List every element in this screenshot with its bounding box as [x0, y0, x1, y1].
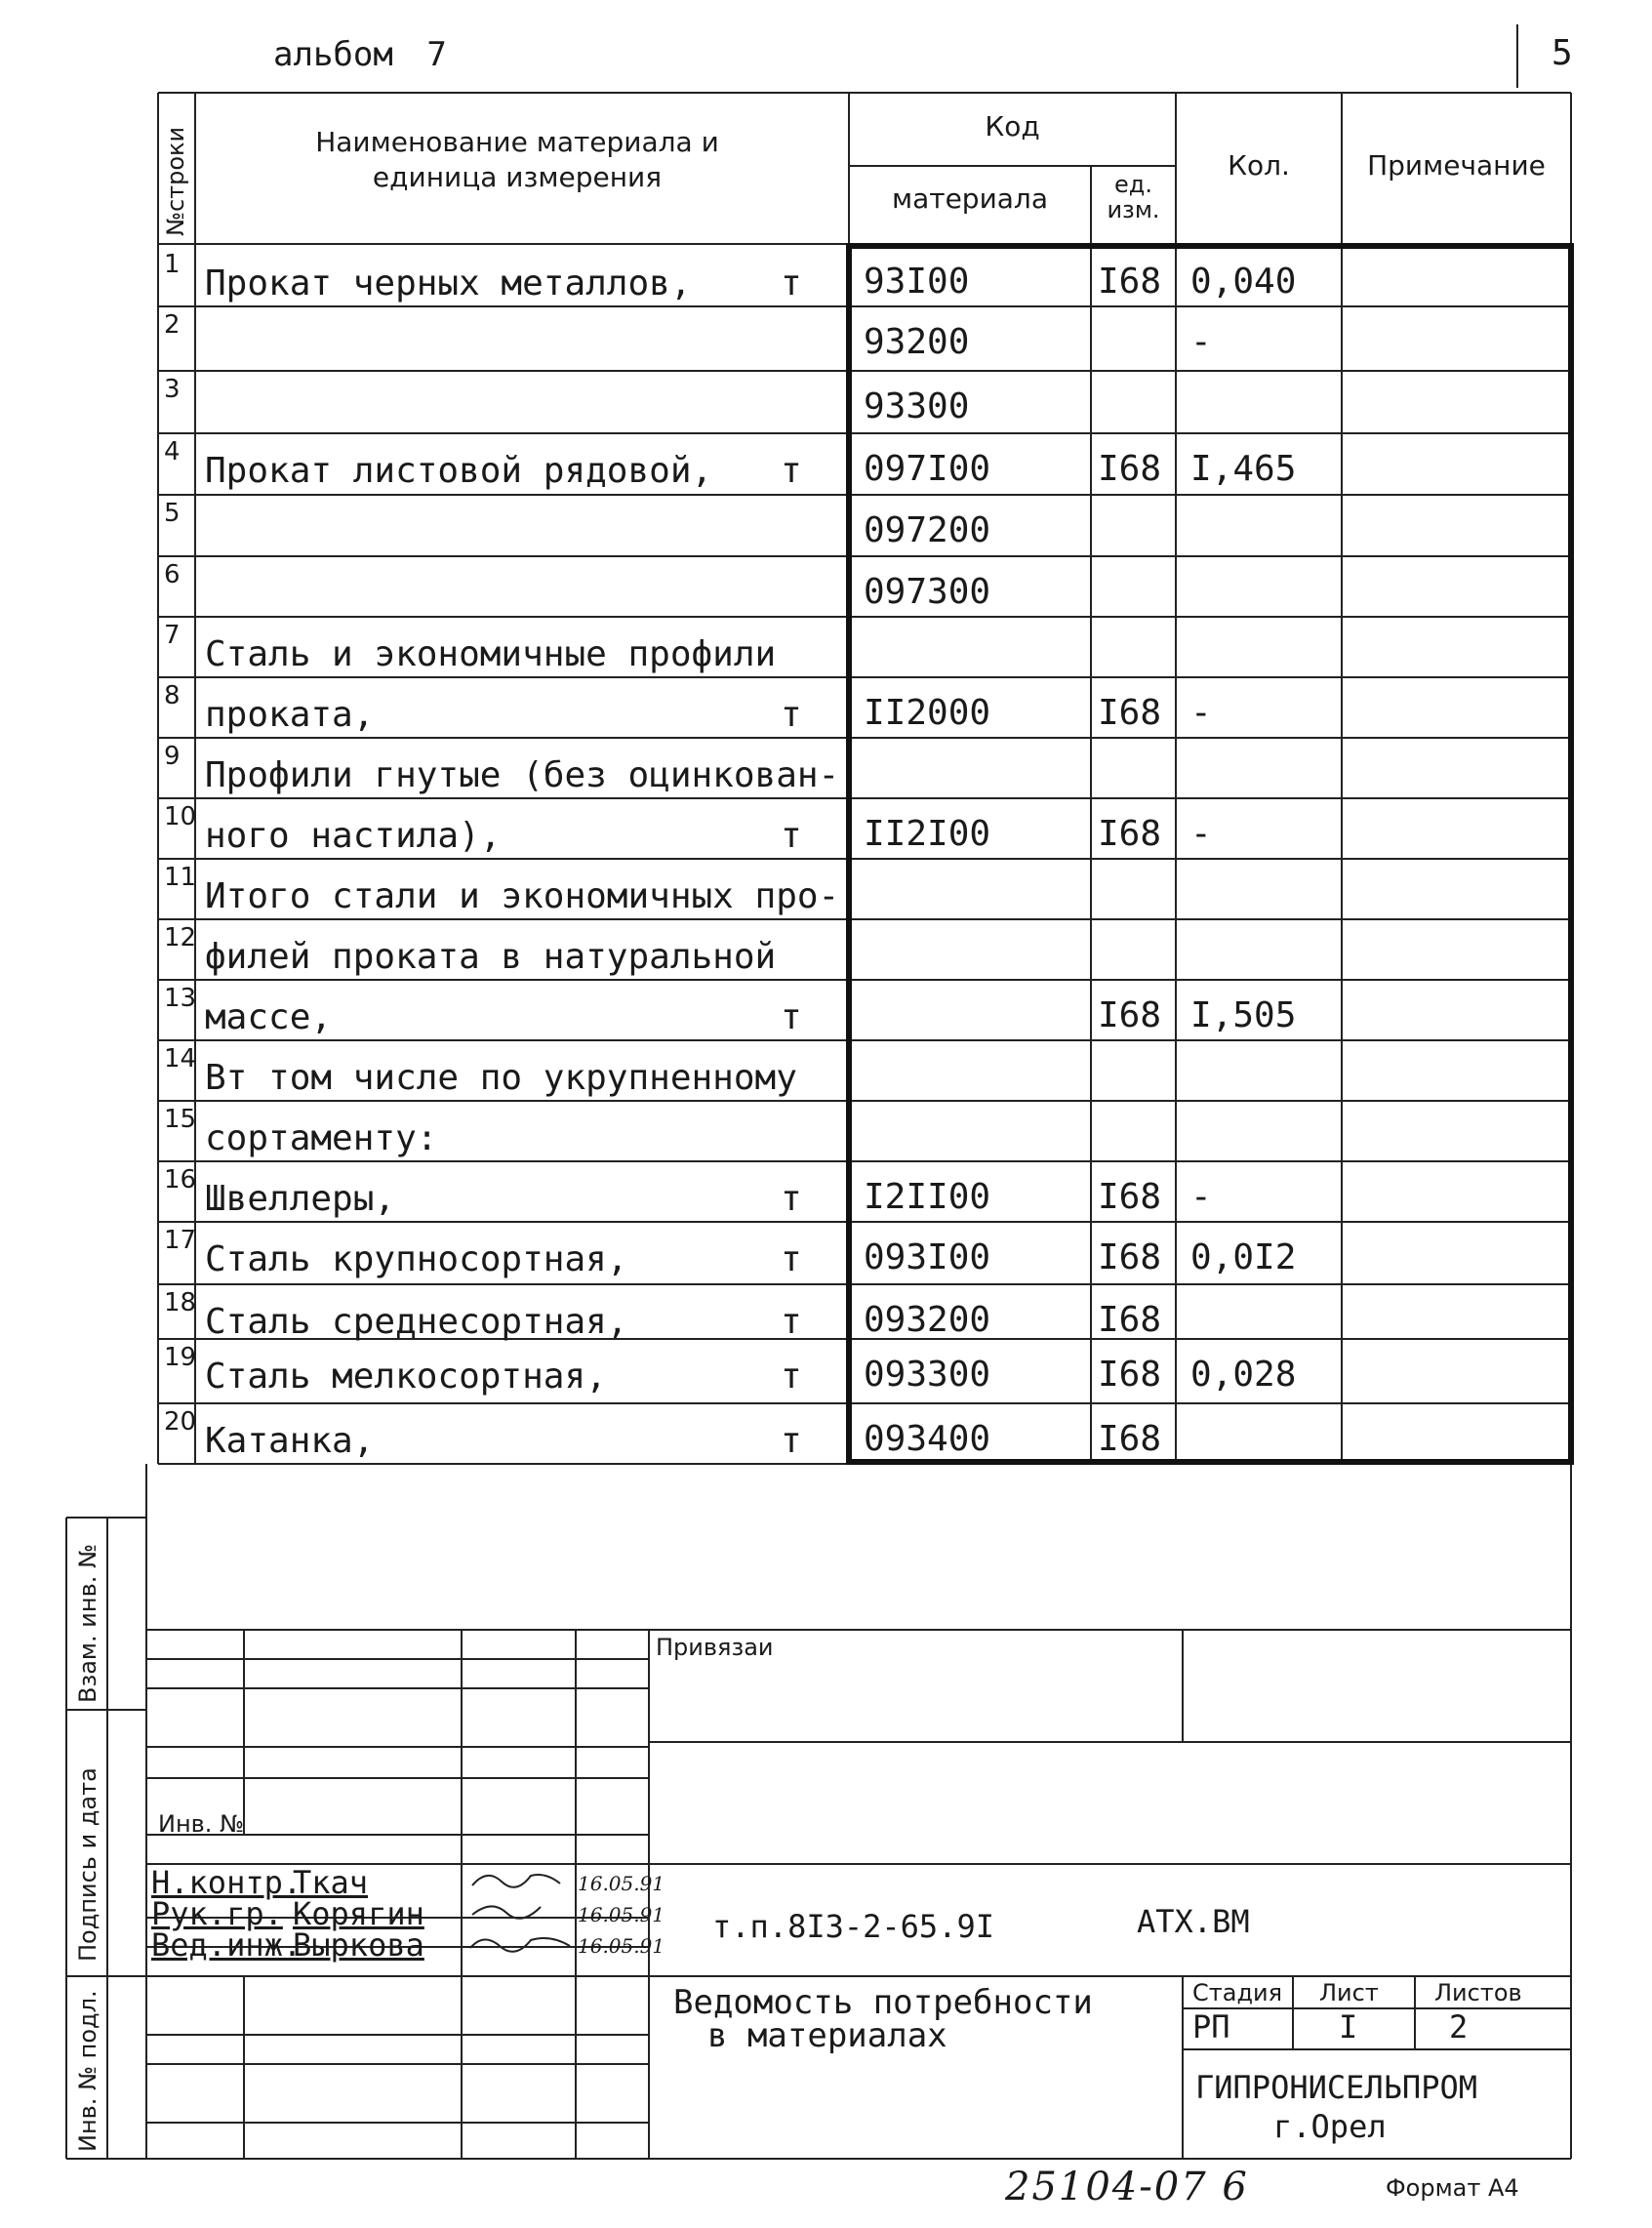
- page-number: 5: [1551, 33, 1573, 73]
- header-code-unit: ед. изм.: [1107, 171, 1160, 223]
- material-code: 093300: [864, 1355, 991, 1395]
- header-row-number: №строки: [162, 126, 189, 236]
- handwritten-archive-number: 25104-07 6: [1005, 2165, 1249, 2209]
- quantity: -: [1190, 693, 1212, 733]
- row-number: 16: [164, 1165, 197, 1195]
- row-number: 14: [164, 1044, 197, 1073]
- unit-of-measure: т: [781, 695, 802, 735]
- material-code: 093400: [864, 1419, 991, 1459]
- unit-of-measure: т: [781, 997, 802, 1037]
- inv-no-label: Инв. №: [158, 1810, 245, 1838]
- album-word: альбом: [273, 35, 393, 74]
- row-number: 2: [164, 310, 181, 340]
- document-mark: АТХ.ВМ: [1137, 1903, 1250, 1940]
- album-label: [273, 35, 447, 74]
- unit-code: I68: [1098, 449, 1162, 489]
- unit-of-measure: т: [781, 1302, 802, 1342]
- format-label: Формат А4: [1386, 2174, 1519, 2202]
- material-code: 93300: [864, 386, 970, 426]
- unit-of-measure: т: [781, 1421, 802, 1461]
- unit-of-measure: т: [781, 1179, 802, 1219]
- unit-code: I68: [1098, 693, 1162, 733]
- row-number: 4: [164, 437, 181, 466]
- row-number: 7: [164, 621, 181, 650]
- row-number: 10: [164, 802, 197, 831]
- signatures-image: [463, 1864, 576, 1976]
- album-number: 7: [426, 35, 447, 74]
- sheets-label: Листов: [1434, 1979, 1522, 2006]
- material-name: Сталь среднесортная,: [205, 1302, 628, 1342]
- material-code: II2000: [864, 693, 991, 733]
- material-code: 097I00: [864, 449, 991, 489]
- header-quantity: Кол.: [1228, 149, 1290, 182]
- staff-date-2: 16.05.91: [578, 1903, 665, 1926]
- material-name: Сталь крупносортная,: [205, 1239, 628, 1279]
- sheet-value: I: [1339, 2008, 1358, 2046]
- row-number: 15: [164, 1105, 197, 1134]
- row-number: 18: [164, 1288, 197, 1317]
- material-name: массе,: [205, 997, 333, 1037]
- material-name: проката,: [205, 695, 375, 735]
- header-name: Наименование материала и единица измерения: [315, 126, 719, 193]
- row-number: 20: [164, 1407, 197, 1437]
- row-number: 13: [164, 984, 197, 1013]
- material-name: ного настила),: [205, 816, 502, 856]
- material-name: Сталь мелкосортная,: [205, 1357, 607, 1397]
- material-name: Прокат черных металлов,: [205, 263, 692, 304]
- organization-name: ГИПРОНИСЕЛЬПРОМ: [1195, 2069, 1477, 2106]
- staff-date-1: 16.05.91: [578, 1872, 665, 1895]
- quantity: I,465: [1190, 449, 1297, 489]
- row-number: 6: [164, 560, 181, 589]
- material-name: Швеллеры,: [205, 1179, 396, 1219]
- side-label-vzam: Взам. инв. №: [74, 1544, 101, 1703]
- quantity: I,505: [1190, 995, 1297, 1035]
- organization-city: г.Орел: [1273, 2108, 1387, 2145]
- unit-code: I68: [1098, 1300, 1162, 1340]
- row-number: 8: [164, 681, 181, 710]
- sheet-label: Лист: [1319, 1979, 1379, 2006]
- row-number: 12: [164, 923, 197, 952]
- material-code: II2I00: [864, 814, 991, 854]
- material-name: Сталь и экономичные профили: [205, 634, 777, 674]
- material-code: 093200: [864, 1300, 991, 1340]
- unit-of-measure: т: [781, 816, 802, 856]
- staff-name-2: Корягин: [293, 1895, 424, 1932]
- material-name: Итого стали и экономичных про-: [205, 876, 840, 916]
- quantity: -: [1190, 322, 1212, 362]
- side-label-inv-podl: Инв. № подл.: [74, 1990, 101, 2152]
- sheets-value: 2: [1449, 2008, 1469, 2046]
- row-number: 5: [164, 499, 181, 528]
- material-code: I2II00: [864, 1177, 991, 1217]
- document-title-line2: в материалах: [707, 2016, 947, 2055]
- material-code: 93200: [864, 322, 970, 362]
- quantity: 0,0I2: [1190, 1237, 1297, 1277]
- unit-of-measure: т: [781, 1357, 802, 1397]
- unit-code: I68: [1098, 262, 1162, 302]
- unit-code: I68: [1098, 1419, 1162, 1459]
- header-code-material: материала: [891, 182, 1048, 215]
- side-label-podpis: Подпись и дата: [74, 1767, 101, 1962]
- unit-of-measure: т: [781, 1239, 802, 1279]
- row-number: 1: [164, 250, 181, 279]
- material-name: Катанка,: [205, 1421, 375, 1461]
- unit-code: I68: [1098, 995, 1162, 1035]
- header-note: Примечание: [1367, 149, 1546, 182]
- privyazan-label: Привязаи: [656, 1634, 774, 1661]
- unit-code: I68: [1098, 1237, 1162, 1277]
- material-name: филей проката в натуральной: [205, 937, 777, 977]
- quantity: -: [1190, 1177, 1212, 1217]
- material-code: 097200: [864, 510, 991, 550]
- material-name: сортаменту:: [205, 1118, 438, 1158]
- staff-name-3: Выркова: [293, 1926, 424, 1964]
- unit-code: I68: [1098, 1177, 1162, 1217]
- row-number: 3: [164, 375, 181, 404]
- material-name: Вт том числе по укрупненному: [205, 1058, 797, 1098]
- material-code: 093I00: [864, 1237, 991, 1277]
- material-code: 097300: [864, 572, 991, 612]
- staff-role-1: Н.контр.: [151, 1864, 302, 1901]
- quantity: 0,040: [1190, 262, 1297, 302]
- material-name: Прокат листовой рядовой,: [205, 451, 713, 491]
- staff-role-2: Рук.гр.: [151, 1895, 283, 1932]
- quantity: -: [1190, 814, 1212, 854]
- row-number: 11: [164, 863, 197, 892]
- unit-code: I68: [1098, 1355, 1162, 1395]
- unit-of-measure: т: [781, 263, 802, 304]
- document-code: т.п.8I3-2-65.9I: [712, 1908, 994, 1945]
- staff-name-1: Ткач: [293, 1864, 369, 1901]
- staff-role-3: Вед.инж.: [151, 1926, 302, 1964]
- quantity: 0,028: [1190, 1355, 1297, 1395]
- unit-of-measure: т: [781, 451, 802, 491]
- row-number: 17: [164, 1226, 197, 1255]
- unit-code: I68: [1098, 814, 1162, 854]
- staff-date-3: 16.05.91: [578, 1934, 665, 1958]
- stage-value: РП: [1192, 2008, 1230, 2046]
- material-name: Профили гнутые (без оцинкован-: [205, 755, 840, 795]
- row-number: 19: [164, 1343, 197, 1372]
- document-title-line1: Ведомость потребности: [673, 1983, 1093, 2022]
- row-number: 9: [164, 742, 181, 771]
- stage-label: Стадия: [1192, 1979, 1283, 2006]
- material-code: 93I00: [864, 262, 970, 302]
- header-code: Код: [985, 110, 1040, 142]
